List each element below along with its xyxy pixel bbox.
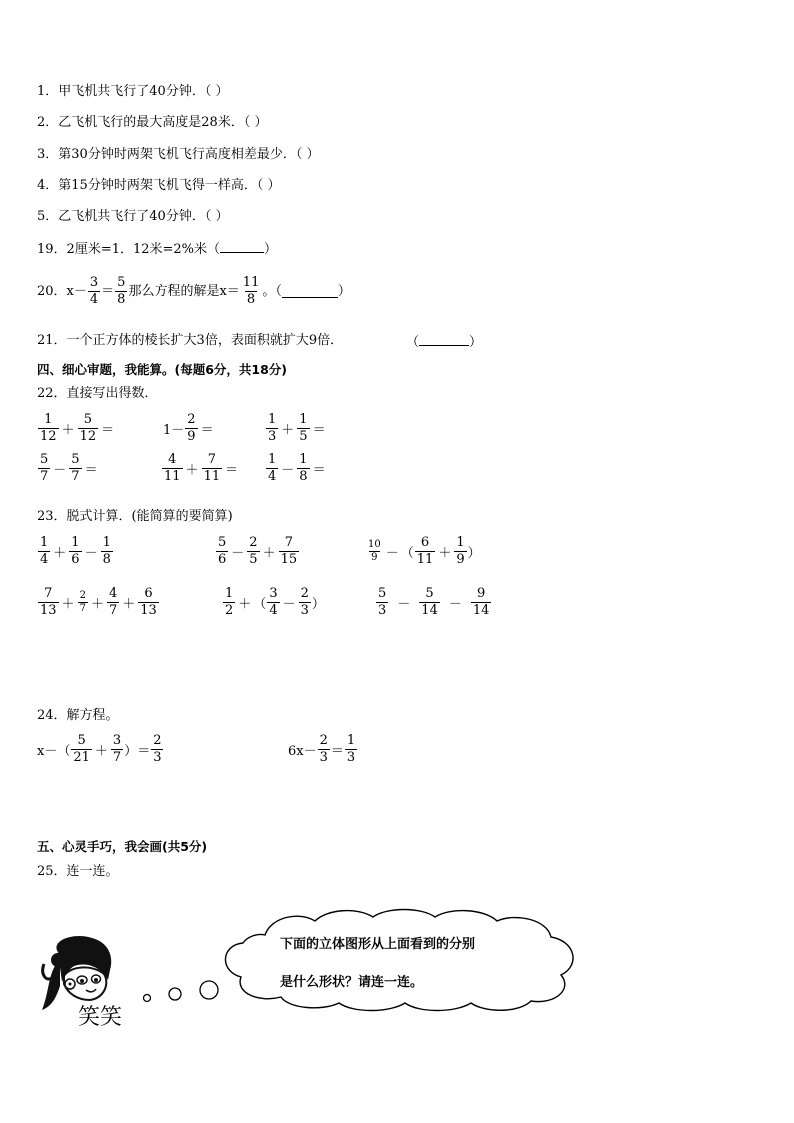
fraction (88, 275, 100, 308)
fraction (299, 586, 311, 619)
math-operator: ＝ (225, 463, 239, 478)
fraction-denominator: 3 (378, 603, 387, 618)
q23-expr-6 (375, 586, 492, 619)
fraction-denominator: 3 (153, 750, 162, 765)
fraction-denominator: 11 (164, 469, 181, 484)
fraction-denominator: 3 (346, 750, 356, 765)
fraction-numerator: 1 (44, 412, 53, 427)
math-operator: ＝ (312, 463, 326, 478)
math-operator: ＋ (122, 597, 136, 612)
q19-close: ） (264, 242, 278, 257)
fraction-denominator: 11 (416, 552, 434, 567)
judge-item-2: 2．乙飞机飞行的最大高度是28米．（ ） (37, 115, 268, 130)
fraction (267, 586, 279, 619)
fraction (111, 733, 123, 766)
girl-label: 笑笑 (78, 1005, 123, 1030)
math-operator: － (231, 546, 245, 561)
judge-item-3: 3．第30分钟时两架飞机飞行高度相差最少．（ ） (37, 147, 320, 162)
q21-paren-close: ） (469, 335, 483, 350)
fraction-denominator: 4 (269, 603, 278, 618)
fraction-denominator: 9 (187, 429, 196, 444)
q22-expr-6 (265, 452, 328, 485)
fraction-denominator: 6 (218, 552, 227, 567)
fraction-denominator: 3 (319, 750, 328, 765)
fraction-denominator: 7 (79, 603, 86, 614)
fraction-numerator: 5 (71, 452, 80, 467)
math-operator: ＋ (61, 423, 75, 438)
judge-item-1: 1．甲飞机共飞行了40分钟．（ ） (37, 84, 229, 99)
fraction-numerator: 1 (71, 535, 80, 550)
math-operator: ＋ (281, 423, 295, 438)
fraction-denominator: 12 (40, 429, 57, 444)
fraction-denominator: 11 (203, 469, 221, 484)
fraction-denominator: 4 (268, 469, 277, 484)
q20-end: 。（ (262, 283, 282, 299)
fraction (38, 586, 59, 619)
section-4-heading: 四、细心审题，我能算。(每题6分，共18分) (37, 362, 288, 377)
fraction-denominator: 14 (472, 603, 490, 618)
q20-mid: 那么方程的解是x＝ (128, 283, 240, 299)
q23-expr-5 (222, 586, 325, 619)
fraction (69, 535, 81, 568)
question-25-title: 25．连一连。 (37, 864, 119, 879)
q19-text: 19．2厘米=1．12米=2%米（ (37, 242, 221, 257)
question-24-title: 24．解方程。 (37, 708, 119, 723)
fraction (419, 586, 440, 619)
fraction (279, 535, 300, 568)
fraction-denominator: 8 (117, 292, 126, 307)
fraction-denominator: 7 (112, 750, 122, 765)
fraction-numerator: 1 (268, 412, 277, 427)
q22-expr-1 (37, 412, 116, 445)
cloud-shape-icon (215, 905, 585, 1015)
fraction-numerator: 1 (299, 412, 308, 427)
fraction (247, 535, 259, 568)
fraction-numerator: 5 (40, 452, 49, 467)
q22-expr-3 (265, 412, 328, 445)
fraction (454, 535, 466, 568)
fraction-denominator: 8 (299, 469, 308, 484)
math-operator: ＋ (262, 546, 276, 561)
fraction-denominator: 2 (225, 603, 234, 618)
fraction-numerator: 6 (144, 586, 153, 601)
fraction-numerator: 1 (40, 535, 49, 550)
cloud-text-line-2: 是什么形状？请连一连。 (280, 975, 424, 990)
math-operator: ＝ (312, 423, 326, 438)
fraction (366, 539, 383, 564)
fraction (38, 535, 50, 568)
math-operator: － (53, 463, 67, 478)
fraction-numerator: 2 (187, 412, 196, 427)
q21-answer-blank[interactable] (419, 333, 469, 346)
fraction-denominator: 21 (73, 750, 90, 765)
section-5-heading: 五、心灵手巧，我会画(共5分) (37, 839, 208, 854)
math-operator: － (281, 463, 295, 478)
fraction-numerator: 2 (79, 590, 86, 601)
fraction-denominator: 6 (71, 552, 80, 567)
q22-expr-4 (37, 452, 100, 485)
fraction (38, 412, 59, 445)
math-operator: ＝ (84, 463, 98, 478)
judge-item-4: 4．第15分钟时两架飞机飞得一样高．（ ） (37, 178, 281, 193)
q22-expr-5 (161, 452, 240, 485)
fraction (471, 586, 492, 619)
fraction-numerator: 5 (425, 586, 434, 601)
fraction-denominator: 14 (421, 603, 438, 618)
fraction-numerator: 3 (112, 733, 122, 748)
fraction (107, 586, 119, 619)
fraction-numerator: 7 (44, 586, 53, 601)
fraction-denominator: 3 (268, 429, 277, 444)
math-operator: ＝ (101, 423, 115, 438)
math-operator: － (448, 597, 462, 612)
fraction-denominator: 9 (371, 552, 378, 563)
question-23-title: 23．脱式计算．(能简算的要简算) (37, 509, 233, 524)
math-operator: ＋ (238, 597, 252, 612)
fraction (345, 733, 357, 766)
q24-equation-1 (37, 733, 164, 766)
fraction-denominator: 3 (300, 603, 309, 618)
math-operator: ＋ (438, 546, 452, 561)
fraction (376, 586, 388, 619)
fraction-numerator: 4 (108, 586, 118, 601)
fraction (185, 412, 197, 445)
fraction-denominator: 4 (89, 292, 99, 307)
fraction-numerator: 1 (102, 535, 111, 550)
fraction-denominator: 8 (102, 552, 111, 567)
fraction (162, 452, 183, 485)
cloud-text-line-1: 下面的立体图形从上面看到的分别 (280, 937, 476, 952)
q23-expr-3 (365, 535, 481, 568)
math-operator: ＋ (61, 597, 75, 612)
question-19 (37, 240, 277, 258)
fraction-denominator: 9 (456, 552, 465, 567)
fraction-denominator: 8 (246, 292, 256, 307)
math-operator: ＋ (90, 597, 104, 612)
math-operator: ＋ (185, 463, 199, 478)
q21-paren-open: （ (406, 335, 420, 350)
math-text: （ (400, 546, 414, 561)
fraction-numerator: 1 (299, 452, 308, 467)
q23-expr-1 (37, 535, 114, 568)
fraction (202, 452, 223, 485)
question-22-title: 22．直接写出得数． (37, 386, 158, 401)
q21-answer (406, 333, 482, 351)
math-operator: ＋ (53, 546, 67, 561)
q22-expr-2 (163, 412, 216, 445)
q20-eq: ＝ (101, 283, 115, 299)
math-operator: － (282, 597, 296, 612)
math-operator: ＋ (94, 744, 108, 759)
fraction-denominator: 7 (40, 469, 49, 484)
fraction-denominator: 12 (79, 429, 97, 444)
fraction-denominator: 4 (40, 552, 49, 567)
fraction (151, 733, 163, 766)
fraction-denominator: 5 (299, 429, 308, 444)
fraction-denominator: 7 (108, 603, 118, 618)
math-text: ） (311, 597, 325, 612)
q20-answer-blank[interactable] (282, 285, 338, 298)
fraction (216, 535, 228, 568)
fraction-denominator: 13 (40, 603, 57, 618)
fraction-numerator: 1 (346, 733, 356, 748)
math-text: 1－ (163, 423, 185, 438)
fraction (318, 733, 330, 766)
question-20 (37, 275, 351, 308)
question-21: 21．一个正方体的棱长扩大3倍，表面积就扩大9倍． (37, 333, 344, 348)
fraction-numerator: 2 (153, 733, 162, 748)
q20-prefix: 20．x－ (37, 283, 87, 299)
fraction-denominator: 5 (249, 552, 258, 567)
fraction (38, 452, 50, 485)
fraction-denominator: 15 (280, 552, 298, 567)
fraction (78, 590, 88, 615)
fraction-numerator: 2 (249, 535, 258, 550)
fraction-numerator: 7 (284, 535, 293, 550)
judge-item-5: 5．乙飞机共飞行了40分钟．（ ） (37, 209, 229, 224)
fraction (297, 412, 309, 445)
fraction (415, 535, 436, 568)
fraction (69, 452, 81, 485)
fraction (101, 535, 113, 568)
math-text: ＝ (330, 744, 344, 759)
q23-expr-2 (215, 535, 300, 568)
fraction-numerator: 4 (168, 452, 177, 467)
fraction-numerator: 5 (77, 733, 86, 748)
fraction-numerator: 1 (456, 535, 465, 550)
fraction (138, 586, 159, 619)
q20-close: ） (337, 283, 351, 299)
fraction-numerator: 11 (242, 275, 260, 290)
math-operator: － (84, 546, 98, 561)
fraction-numerator: 9 (476, 586, 486, 601)
fraction-numerator: 6 (420, 535, 430, 550)
fraction-numerator: 5 (218, 535, 227, 550)
fraction-numerator: 10 (368, 539, 381, 550)
fraction (115, 275, 127, 308)
fraction (297, 452, 309, 485)
math-text: x－（ (37, 744, 71, 759)
fraction (266, 412, 278, 445)
fraction-numerator: 5 (83, 412, 92, 427)
fraction-numerator: 2 (300, 586, 309, 601)
fraction-numerator: 1 (268, 452, 277, 467)
fraction-numerator: 3 (89, 275, 99, 290)
math-text: 6x－ (288, 744, 317, 759)
q23-expr-4 (37, 586, 160, 619)
fraction-numerator: 7 (207, 452, 216, 467)
math-operator: － (385, 546, 399, 561)
math-text: ） (467, 546, 481, 561)
thought-bubbles-icon (135, 970, 225, 1010)
fraction (78, 412, 99, 445)
fraction-numerator: 5 (117, 275, 126, 290)
fraction (241, 275, 262, 308)
fraction-numerator: 1 (225, 586, 234, 601)
fraction-denominator: 13 (140, 603, 157, 618)
math-text: （ (253, 597, 267, 612)
q24-equation-2 (288, 733, 358, 766)
fraction-denominator: 7 (71, 469, 80, 484)
q19-answer-blank[interactable] (220, 240, 264, 253)
math-text: ）＝ (124, 744, 151, 759)
fraction-numerator: 5 (378, 586, 387, 601)
fraction-numerator: 3 (269, 586, 278, 601)
math-operator: － (397, 597, 411, 612)
math-operator: ＝ (200, 423, 214, 438)
fraction-numerator: 2 (319, 733, 328, 748)
fraction (266, 452, 278, 485)
fraction (223, 586, 235, 619)
fraction (71, 733, 92, 766)
